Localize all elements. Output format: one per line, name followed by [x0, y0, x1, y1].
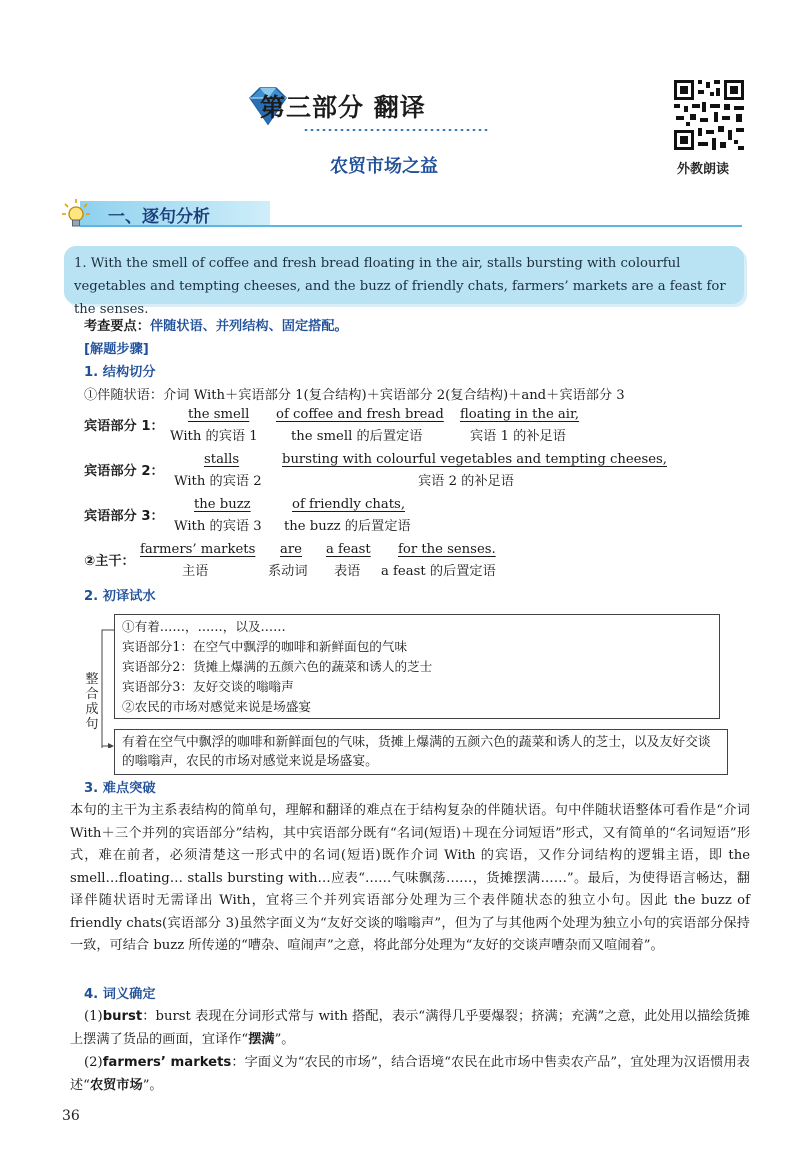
obj2-part1-zh: With 的宾语 2 — [174, 474, 262, 489]
main-part1-zh: 主语 — [182, 564, 209, 579]
obj1-part2-zh: the smell 的后置定语 — [291, 429, 423, 444]
obj1-part2-en: of coffee and fresh bread — [276, 407, 444, 422]
structure-line-1: ①伴随状语：介词 With＋宾语部分 1(复合结构)＋宾语部分 2(复合结构)＋and＋宾语部分 3 — [84, 388, 625, 403]
main-part1-en: farmers’ markets — [140, 542, 256, 557]
draft-line-5: ②农民的市场对感觉来说是场盛宴 — [122, 699, 311, 714]
draft-line-3: 宾语部分2：货摊上爆满的五颜六色的蔬菜和诱人的芝士 — [122, 659, 433, 674]
item1-bold: 摆满 — [248, 1031, 275, 1047]
obj2-part1-en: stalls — [204, 452, 240, 467]
key-points-label: 考查要点： — [84, 319, 150, 334]
item1-prefix: (1) — [84, 1009, 103, 1024]
obj3-label: 宾语部分 3： — [84, 509, 164, 524]
merge-arrow-icon — [100, 628, 114, 748]
obj3-part2-en: of friendly chats, — [292, 497, 406, 512]
obj2-part2-zh: 宾语 2 的补足语 — [418, 474, 514, 489]
obj1-part1-en: the smell — [188, 407, 250, 422]
obj3-part1-zh: With 的宾语 3 — [174, 519, 262, 534]
step3-title: 3. 难点突破 — [84, 781, 156, 796]
page-title: 第三部分 翻译 — [260, 93, 426, 122]
obj1-part1-zh: With 的宾语 1 — [170, 429, 258, 444]
main-part3-zh: 表语 — [334, 564, 361, 579]
item2-term: farmers’ markets — [102, 1055, 232, 1070]
item2-suffix: ”。 — [142, 1077, 163, 1093]
item2-text: ：字面义为“农民的市场”，结合语境“农民在此市场中售卖农产品”，宜处理为汉语惯用表述“ — [70, 1055, 750, 1093]
item2-bold: 农贸市场 — [89, 1077, 143, 1093]
section-title: 一、逐句分析 — [108, 207, 210, 227]
qr-label: 外教朗读 — [677, 162, 730, 177]
main-clause-label: ②主干： — [84, 554, 135, 569]
main-part4-zh: a feast 的后置定语 — [381, 564, 496, 579]
main-part3-en: a feast — [326, 542, 371, 557]
obj2-part2-en: bursting with colourful vegetables and tempting cheeses, — [282, 452, 667, 467]
item1-text: ：burst 表现在分词形式常与 with 搭配，表示“满得几乎要爆裂；挤满；充满”之意，此处用以描绘货摊上摆满了货品的画面，宜译作“ — [70, 1009, 750, 1047]
difficulty-paragraph: 本句的主干为主系表结构的简单句，理解和翻译的难点在于结构复杂的伴随状语。句中伴随状语整体可看作是“介词 With＋三个并列的宾语部分”结构，其中宾语部分既有“名词(短语)＋现在分词短语”形式，又有简单的“名词短语”形式，难在前者，必须清楚这一形式中的名词(短语)既作介词 With 的宾语，又作分词结构的逻辑主语，即 the smell…floating… stalls bursting with…应表“……气味飘荡……，货摊摆满……”。最后，为使得语言畅达，翻译伴随状语时无需译出 With，宜将三个并列宾语部分处理为三个表伴随状态的独立小句。因此 the buzz of friendly chats(宾语部分 3)虽然字面义为“友好交谈的嗡嗡声”，但为了与其他两个处理为独立小句的宾语部分保持一致，可结合 buzz 所传递的“嘈杂、喧闹声”之意，将此部分处理为“友好的交谈声嘈杂而又喧闹着”。 — [70, 803, 750, 953]
qr-code-icon[interactable] — [672, 78, 746, 152]
obj1-part3-zh: 宾语 1 的补足语 — [470, 429, 566, 444]
title-dotted-divider — [303, 128, 489, 132]
word-sense-item-1 — [70, 1006, 750, 1051]
merge-side-label: 整合成句 — [85, 672, 99, 732]
obj3-part1-en: the buzz — [194, 497, 251, 512]
step1-title: 1. 结构切分 — [84, 365, 156, 380]
lightbulb-icon — [60, 197, 92, 229]
obj1-label: 宾语部分 1： — [84, 419, 164, 434]
key-points — [84, 318, 348, 336]
section-header — [60, 197, 742, 229]
main-part4-en: for the senses. — [398, 542, 496, 557]
obj2-label: 宾语部分 2： — [84, 464, 164, 479]
obj3-part2-zh: the buzz 的后置定语 — [284, 519, 411, 534]
page-number: 36 — [62, 1108, 80, 1124]
item1-term: burst — [102, 1009, 143, 1024]
obj1-part3-en: floating in the air, — [460, 407, 580, 422]
step4-title: 4. 词义确定 — [84, 987, 156, 1002]
steps-label: [解题步骤] — [84, 342, 149, 357]
source-sentence: 1. With the smell of coffee and fresh bread floating in the air, stalls bursting with colourful vegetables and tempting cheeses, and the buzz of friendly chats, farmers’ markets are a feast for the senses. — [74, 256, 726, 317]
draft-line-4: 宾语部分3：友好交谈的嗡嗡声 — [122, 679, 294, 694]
main-part2-en: are — [280, 542, 302, 557]
word-sense-item-2 — [70, 1052, 750, 1097]
step2-title: 2. 初译试水 — [84, 589, 156, 604]
key-points-text: 伴随状语、并列结构、固定搭配。 — [149, 319, 348, 334]
article-subtitle: 农贸市场之益 — [330, 156, 438, 177]
item1-suffix: ”。 — [274, 1031, 295, 1047]
draft-line-2: 宾语部分1：在空气中飘浮的咖啡和新鲜面包的气味 — [122, 639, 408, 654]
draft-line-1: ①有着……，……，以及…… — [122, 619, 286, 634]
merged-translation: 有着在空气中飘浮的咖啡和新鲜面包的气味，货摊上爆满的五颜六色的蔬菜和诱人的芝士，以及友好交谈的嗡嗡声，农民的市场对感觉来说是场盛宴。 — [122, 735, 711, 769]
main-part2-zh: 系动词 — [268, 564, 308, 579]
item2-prefix: (2) — [84, 1055, 103, 1070]
